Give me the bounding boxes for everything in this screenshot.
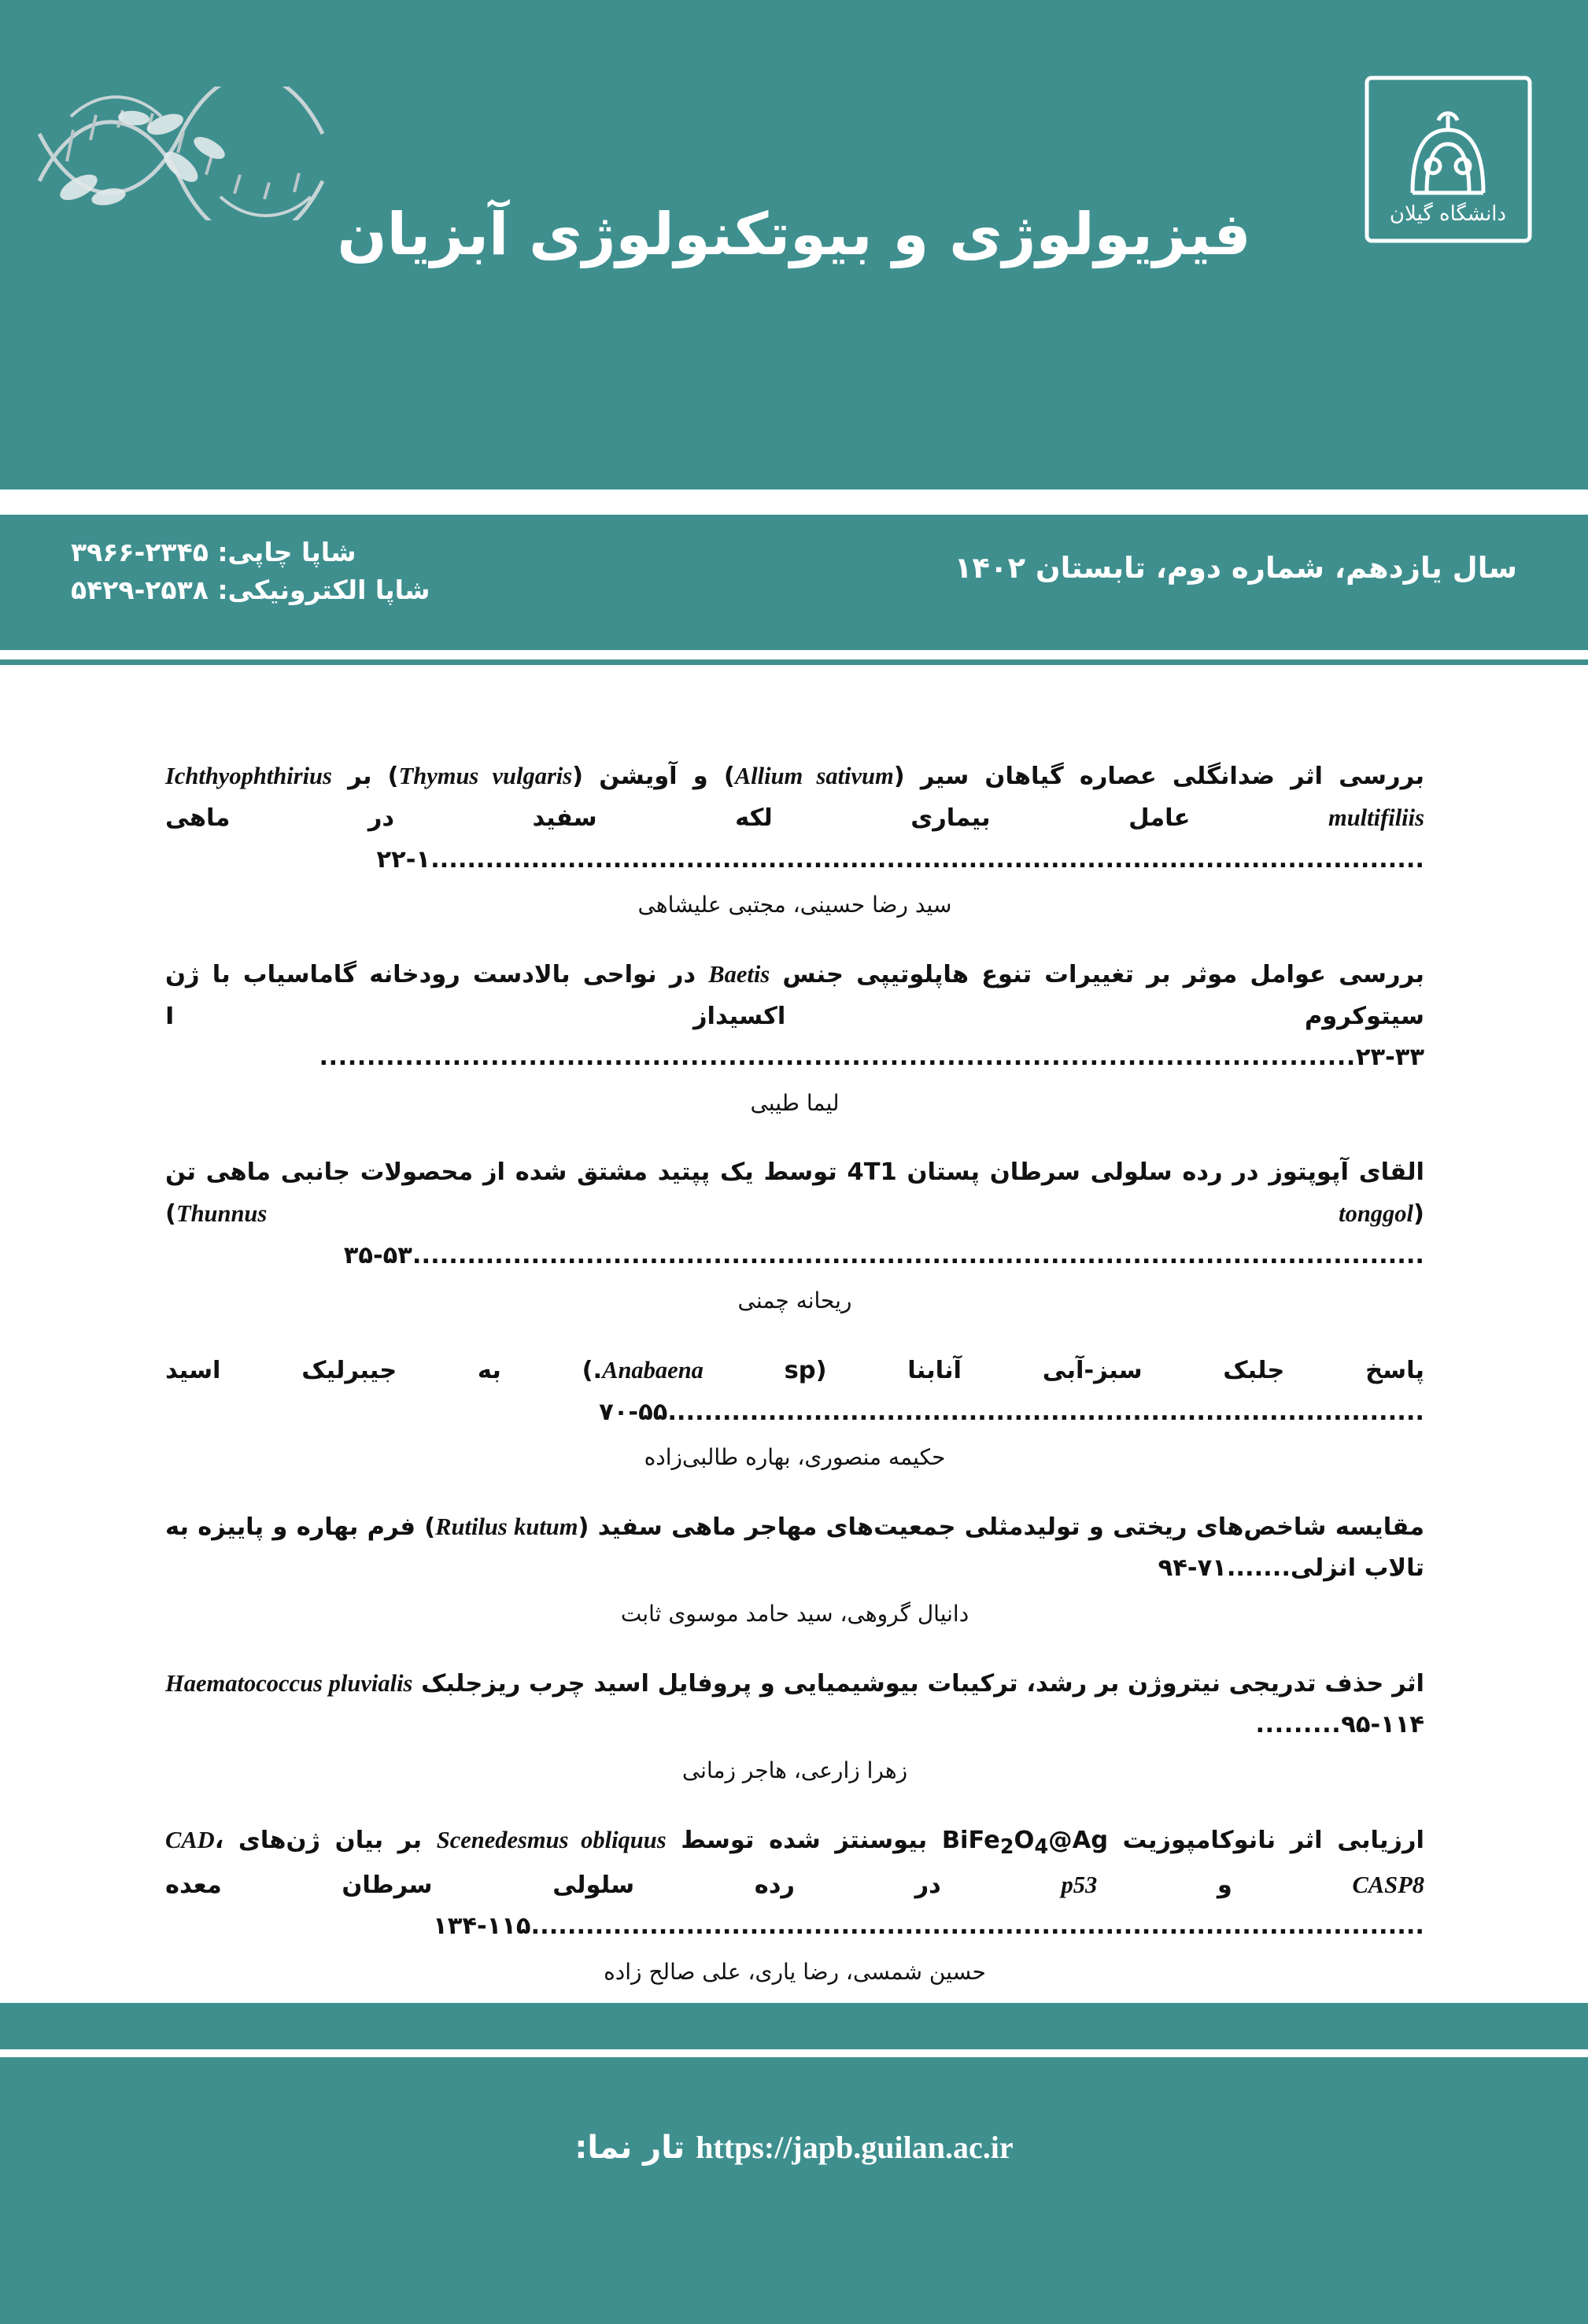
leader-dots: ................................................................................... <box>667 1398 1424 1426</box>
toc-entry <box>165 1350 1424 1470</box>
footer-url-label: تار نما: <box>574 2130 685 2166</box>
article-title <box>165 1350 1424 1433</box>
footer-url-line <box>0 2129 1588 2166</box>
leader-dots: ............................................................................................................. <box>430 845 1424 874</box>
article-authors: لیما طیبی <box>750 1089 840 1116</box>
issn-block <box>71 534 430 609</box>
header-band <box>0 0 1588 490</box>
article-authors: حسین شمسی، رضا یاری، علی صالح زاده <box>604 1958 986 1985</box>
article-title <box>165 1663 1424 1746</box>
article-title-text: بررسی اثر ضدانگلی عصاره گیاهان سیر (Allium sativum) و آویشن (Thymus vulgaris) بر Ichthyophthirius multifiliis عامل بیماری لکه سفید در ماهی <box>165 763 1425 833</box>
article-pages: ۲۳-۳۳ <box>1355 1044 1424 1072</box>
toc-entry <box>165 1820 1424 1985</box>
leader-dots: ............................................................................................................... <box>412 1241 1424 1269</box>
article-title-text: مقایسه شاخص‌های ریختی و تولیدمثلی جمعیت‌های مهاجر ماهی سفید (Rutilus kutum) فرم بهاره و پاییزه به تالاب انزلی <box>165 1513 1424 1583</box>
leader-dots: .................................................................................................. <box>530 1912 1424 1941</box>
issue-band <box>0 515 1588 650</box>
divider-white <box>0 650 1588 660</box>
journal-url[interactable]: https://japb.guilan.ac.ir <box>696 2130 1014 2165</box>
header-separator <box>0 490 1588 515</box>
article-pages: ۹۵-۱۱۴ <box>1341 1711 1424 1739</box>
toc-entry <box>165 756 1424 918</box>
article-title <box>165 1820 1424 1948</box>
article-pages: ۷۱-۹۴ <box>1158 1554 1227 1583</box>
toc-entry <box>165 1506 1424 1627</box>
issue-line: سال یازدهم، شماره دوم، تابستان ۱۴۰۲ <box>954 551 1517 585</box>
leader-dots: ....... <box>1226 1554 1291 1583</box>
article-pages: ۱۱۵-۱۳۴ <box>433 1912 531 1941</box>
article-title-text: القای آپوپتوز در رده سلولی سرطان پستان 4T1 توسط یک پپتید مشتق شده از محصولات جانبی ماهی تن (Thunnus tonggol) <box>165 1158 1424 1229</box>
article-title <box>165 1506 1424 1590</box>
article-authors: حکیمه منصوری، بهاره طالبی‌زاده <box>644 1443 946 1470</box>
journal-title: فیزیولوژی و بیوتکنولوژی آبزیان <box>337 201 1251 268</box>
article-title <box>165 756 1424 881</box>
article-title-text: ارزیابی اثر نانوکامپوزیت $BiFe_2O_4@Ag$ بیوسنتز شده توسط Scenedesmus obliquus بر بیان ژن‌های CAD، CASP8 و p53 در رده سلولی سرطان معده <box>165 1826 1424 1899</box>
issn-print: شاپا چاپی: ۲۳۴۵-۳۹۶۶ <box>71 537 356 567</box>
article-pages: ۳۵-۵۳ <box>343 1241 412 1269</box>
article-title <box>165 954 1424 1078</box>
article-authors: زهرا زارعی، هاجر زمانی <box>681 1757 908 1783</box>
article-title-text: بررسی عوامل موثر بر تغییرات تنوع هاپلوتیپی جنس Baetis در نواحی بالادست رودخانه گاماسیاب با ژن سیتوکروم اکسیداز I <box>165 961 1425 1030</box>
issn-online: شاپا الکترونیکی: ۲۵۳۸-۵۴۲۹ <box>71 574 430 605</box>
leader-dots: ............................................................................................................. <box>319 1044 1356 1072</box>
article-pages: ۵۵-۷۰ <box>599 1398 668 1426</box>
article-title-text: اثر حذف تدریجی نیتروژن بر رشد، ترکیبات بیوشیمیایی و پروفایل اسید چرب ریزجلبک Haematococcus pluvialis <box>165 1669 1425 1698</box>
leader-dots: ......... <box>1255 1711 1342 1739</box>
toc-entry <box>165 1663 1424 1783</box>
divider-teal <box>0 660 1588 665</box>
article-authors: ریحانه چمنی <box>737 1288 852 1314</box>
article-title-text: پاسخ جلبک سبز-آبی آنابنا (Anabaena sp.) به جیبرلیک اسید <box>165 1357 1424 1385</box>
toc-entry <box>165 1152 1424 1313</box>
article-title <box>165 1152 1424 1277</box>
article-authors: دانیال گروهی، سید حامد موسوی ثابت <box>620 1600 969 1627</box>
article-pages: ۱-۲۲ <box>376 845 431 874</box>
svg-text:دانشگاه گیلان: دانشگاه گیلان <box>1389 202 1507 226</box>
footer-divider <box>0 2049 1588 2057</box>
article-authors: سید رضا حسینی، مجتبی علیشاهی <box>637 892 952 918</box>
toc-entry <box>165 954 1424 1115</box>
table-of-contents <box>165 756 1424 2021</box>
